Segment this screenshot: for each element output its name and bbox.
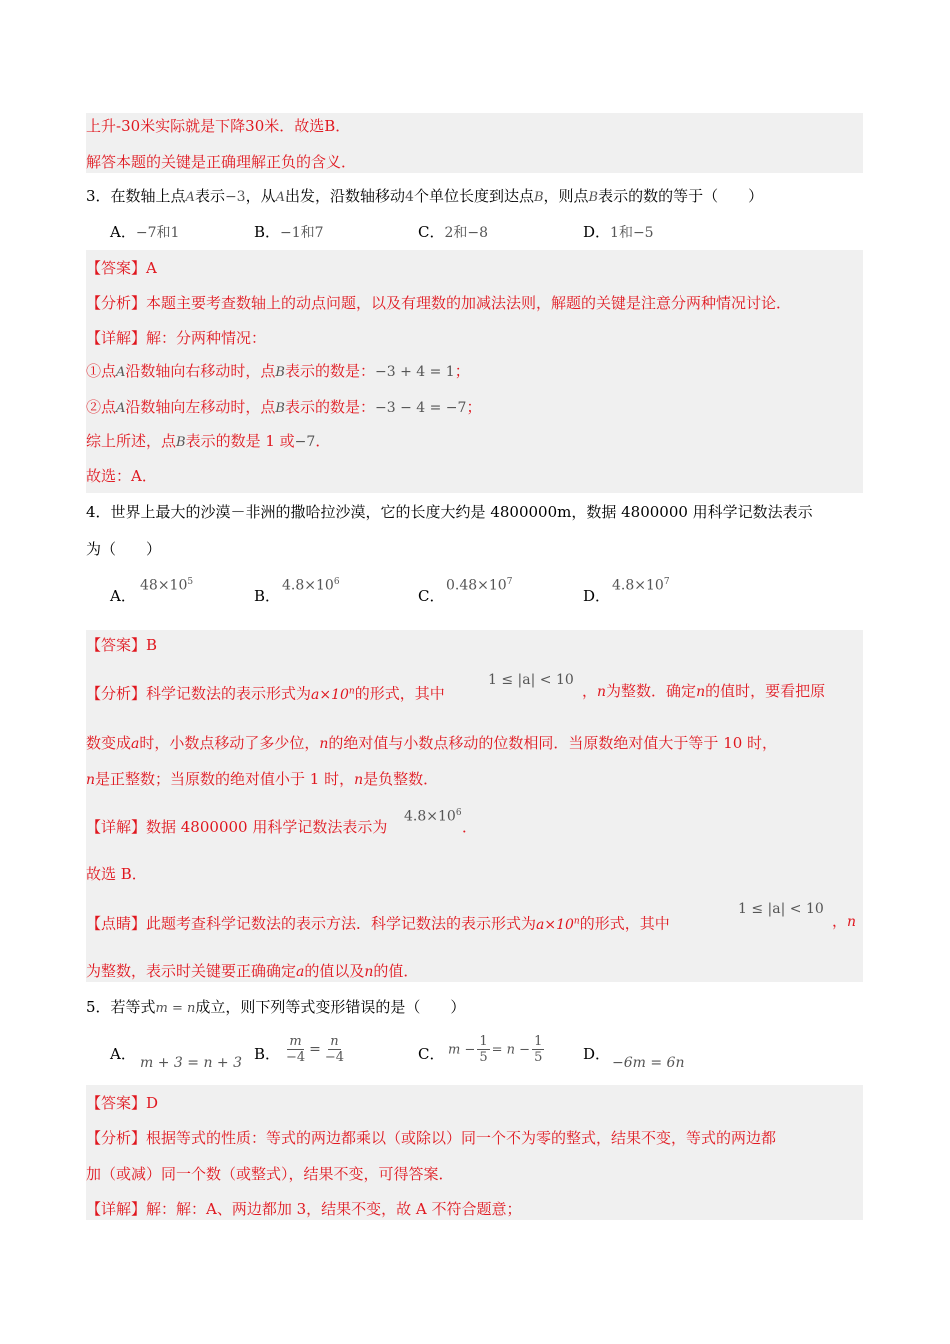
q4-option-d[interactable]: D． xyxy=(583,587,611,605)
q4-detail: 【详解】数据 4800000 用科学记数法表示为 xyxy=(86,818,388,836)
q4-stem-line1: 4．世界上最大的沙漠－非洲的撒哈拉沙漠，它的长度大约是 4800000m，数据 4800000 用科学记数法表示 xyxy=(86,503,813,521)
q3-stem: 3．在数轴上点A表示−3，从A出发，沿数轴移动4个单位长度到达点B，则点B表示的数的等于（ ） xyxy=(86,187,764,205)
q5-option-c-value: m − $\frac{1}{5}$ = n − $\frac{1}{5}$ xyxy=(448,1034,543,1065)
q2-line1: 上升-30米实际就是下降30米．故选B． xyxy=(86,117,351,135)
q3-option-a[interactable]: A．−7和1 xyxy=(110,223,180,241)
q4-tip-line2: 为整数，表示时关键要正确确定a的值以及n的值． xyxy=(86,962,419,980)
q3-summary: 综上所述，点B表示的数是 1 或−7． xyxy=(86,432,331,450)
q4-answer: 【答案】B xyxy=(86,636,158,654)
q2-line2: 解答本题的关键是正确理解正负的含义． xyxy=(86,153,357,171)
q4-option-a-value: $48\times 10^5$ xyxy=(140,577,194,594)
q4-analysis-line1-tail: ，n为整数．确定n的值时，要看把原 xyxy=(582,682,826,700)
q4-option-b[interactable]: B． xyxy=(254,587,281,605)
q4-detail-value: $4.8\times 10^6$ xyxy=(404,808,462,825)
q5-option-d[interactable]: D． xyxy=(583,1045,611,1063)
q3-analysis: 【分析】本题主要考查数轴上的动点问题，以及有理数的加减法法则，解题的关键是注意分两种情况讨论． xyxy=(86,294,792,312)
q4-option-c-value: $0.48\times 10^7$ xyxy=(446,577,513,594)
q5-option-a-value: m + 3 = n + 3 xyxy=(140,1055,242,1071)
q3-case1: ①点A沿数轴向右移动时，点B表示的数是：−3 + 4 = 1； xyxy=(86,362,470,380)
q4-analysis-line1: 【分析】科学记数法的表示形式为$a\times 10^n$的形式，其中 xyxy=(86,684,445,703)
q4-analysis-range: 1 ≤ |a| < 10 xyxy=(488,672,574,688)
q5-analysis-line1: 【分析】根据等式的性质：等式的两边都乘以（或除以）同一个不为零的整式，结果不变，等式的两边都 xyxy=(86,1129,777,1147)
q5-option-b-value: $\frac{m}{-4}$ = $\frac{n}{-4}$ xyxy=(286,1034,345,1065)
q4-option-a[interactable]: A． xyxy=(110,587,136,605)
q3-detail: 【详解】解：分两种情况： xyxy=(86,329,267,347)
q5-analysis-line2: 加（或减）同一个数（或整式），结果不变，可得答案． xyxy=(86,1165,454,1183)
q4-choose: 故选 B． xyxy=(86,865,147,883)
q4-option-c[interactable]: C． xyxy=(418,587,445,605)
q4-analysis-line2: 数变成a时，小数点移动了多少位，n的绝对值与小数点移动的位数相同．当原数绝对值大于等于 10 时， xyxy=(86,734,778,752)
q3-option-d[interactable]: D．1和−5 xyxy=(583,223,654,241)
q5-option-a[interactable]: A． xyxy=(110,1045,136,1063)
q4-tip-line1: 【点睛】此题考查科学记数法的表示方法．科学记数法的表示形式为$a\times 10^n$的形式，其中 xyxy=(86,914,670,933)
q3-answer: 【答案】A xyxy=(86,259,157,277)
q4-detail-end: ． xyxy=(462,818,478,836)
q4-analysis-line3: n是正整数；当原数的绝对值小于 1 时，n是负整数． xyxy=(86,770,439,788)
q5-answer: 【答案】D xyxy=(86,1094,159,1112)
q5-option-b[interactable]: B． xyxy=(254,1045,281,1063)
q4-option-b-value: $4.8\times 10^6$ xyxy=(282,577,340,594)
q3-choose: 故选：A． xyxy=(86,467,157,485)
q4-tip-tail: ，n xyxy=(832,912,857,930)
q5-stem: 5．若等式m = n成立，则下列等式变形错误的是（ ） xyxy=(86,998,466,1016)
q4-option-d-value: $4.8\times 10^7$ xyxy=(612,577,670,594)
q4-tip-range: 1 ≤ |a| < 10 xyxy=(738,901,824,917)
q5-option-c[interactable]: C． xyxy=(418,1045,445,1063)
q3-option-c[interactable]: C．2和−8 xyxy=(418,223,489,241)
q5-option-d-value: −6m = 6n xyxy=(612,1055,685,1071)
q3-option-b[interactable]: B．−1和7 xyxy=(254,223,324,241)
q4-stem-line2: 为（ ） xyxy=(86,540,162,558)
q5-detail: 【详解】解：解：A、两边都加 3，结果不变，故 A 不符合题意； xyxy=(86,1200,522,1218)
q3-case2: ②点A沿数轴向左移动时，点B表示的数是：−3 − 4 = −7； xyxy=(86,398,482,416)
